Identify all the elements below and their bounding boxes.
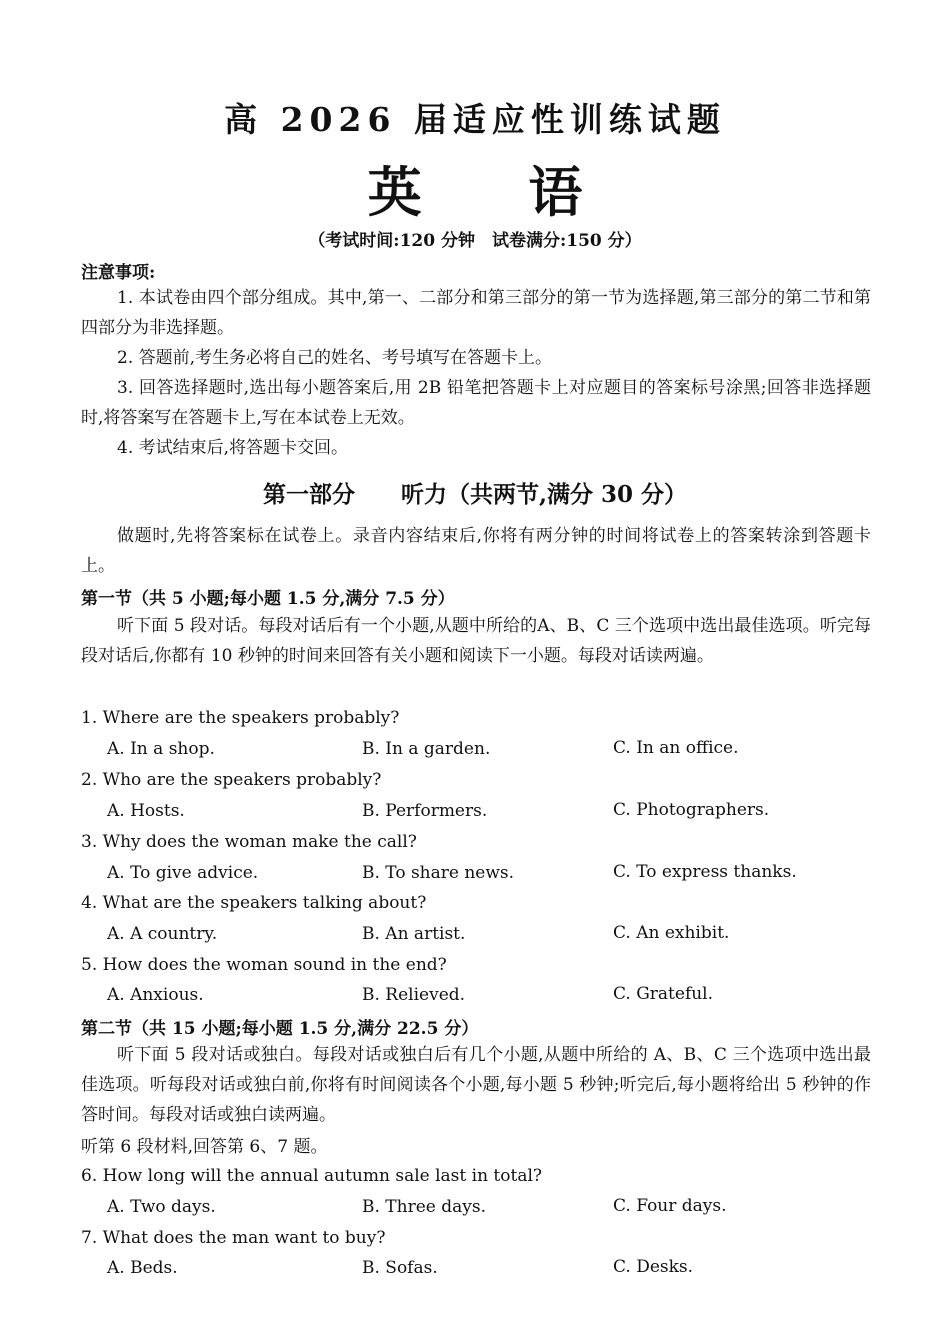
note-item-2: 2. 答题前,考生务必将自己的姓名、考号填写在答题卡上。 xyxy=(117,348,553,368)
q4-option-b: B. An artist. xyxy=(362,924,466,944)
q6-option-b: B. Three days. xyxy=(362,1197,486,1217)
q2-option-b: B. Performers. xyxy=(362,801,488,821)
q1-option-c: C. In an office. xyxy=(613,738,739,758)
section1-instructions: 听下面 5 段对话。每段对话后有一个小题,从题中所给的A、B、C 三个选项中选出最佳选项。听完每段对话后,你都有 10 秒钟的时间来回答有关小题和阅读下一小题。每段对话读两遍。 xyxy=(81,616,871,666)
q5-option-a: A. Anxious. xyxy=(107,985,204,1005)
q1-option-b: B. In a garden. xyxy=(362,739,491,759)
question-1: 1. Where are the speakers probably? xyxy=(81,708,400,728)
q6-option-c: C. Four days. xyxy=(613,1196,727,1216)
notes-title: 注意事项: xyxy=(81,263,156,283)
q3-option-a: A. To give advice. xyxy=(107,863,259,883)
subject-title: 英 语 xyxy=(367,160,627,224)
question-2: 2. Who are the speakers probably? xyxy=(81,770,382,790)
question-7: 7. What does the man want to buy? xyxy=(81,1228,386,1248)
note-item-3: 3. 回答选择题时,选出每小题答案后,用 2B 铅笔把答题卡上对应题目的答案标号涂黑;回答非选择题时,将答案写在答题卡上,写在本试卷上无效。 xyxy=(81,378,871,428)
q5-option-b: B. Relieved. xyxy=(362,985,466,1005)
part1-title: 第一部分 听力（共两节,满分 30 分） xyxy=(262,481,688,508)
q3-option-c: C. To express thanks. xyxy=(613,862,797,882)
q4-option-c: C. An exhibit. xyxy=(613,923,730,943)
note-item-4: 4. 考试结束后,将答题卡交回。 xyxy=(117,438,349,458)
q7-option-c: C. Desks. xyxy=(613,1257,694,1277)
question-4: 4. What are the speakers talking about? xyxy=(81,893,427,913)
q3-option-b: B. To share news. xyxy=(362,863,515,883)
part1-intro: 做题时,先将答案标在试卷上。录音内容结束后,你将有两分钟的时间将试卷上的答案转涂到答题卡上。 xyxy=(81,526,871,576)
q5-option-c: C. Grateful. xyxy=(613,984,714,1004)
q7-option-a: A. Beds. xyxy=(107,1258,178,1278)
section2-instructions: 听下面 5 段对话或独白。每段对话或独白后有几个小题,从题中所给的 A、B、C 三个选项中选出最佳选项。听每段对话或独白前,你将有时间阅读各个小题,每小题 5 秒钟;听完后,每小题将给出 5 秒钟的作答时间。每段对话或独白读两遍。 xyxy=(81,1045,871,1125)
note-item-1: 1. 本试卷由四个部分组成。其中,第一、二部分和第三部分的第一节为选择题,第三部分的第二节和第四部分为非选择题。 xyxy=(81,288,871,338)
q6-option-a: A. Two days. xyxy=(107,1197,216,1217)
q4-option-a: A. A country. xyxy=(107,924,218,944)
q7-option-b: B. Sofas. xyxy=(362,1258,438,1278)
material-6-label: 听第 6 段材料,回答第 6、7 题。 xyxy=(81,1137,328,1157)
question-6: 6. How long will the annual autumn sale last in total? xyxy=(81,1166,543,1186)
q2-option-a: A. Hosts. xyxy=(107,801,185,821)
section2-title: 第二节（共 15 小题;每小题 1.5 分,满分 22.5 分） xyxy=(81,1019,479,1039)
section1-title: 第一节（共 5 小题;每小题 1.5 分,满分 7.5 分） xyxy=(81,589,455,609)
exam-info: （考试时间:120 分钟 试卷满分:150 分） xyxy=(308,231,642,251)
q2-option-c: C. Photographers. xyxy=(613,800,770,820)
exam-title: 高 2026 届适应性训练试题 xyxy=(224,100,726,139)
question-5: 5. How does the woman sound in the end? xyxy=(81,955,447,975)
q1-option-a: A. In a shop. xyxy=(107,739,215,759)
question-3: 3. Why does the woman make the call? xyxy=(81,832,417,852)
